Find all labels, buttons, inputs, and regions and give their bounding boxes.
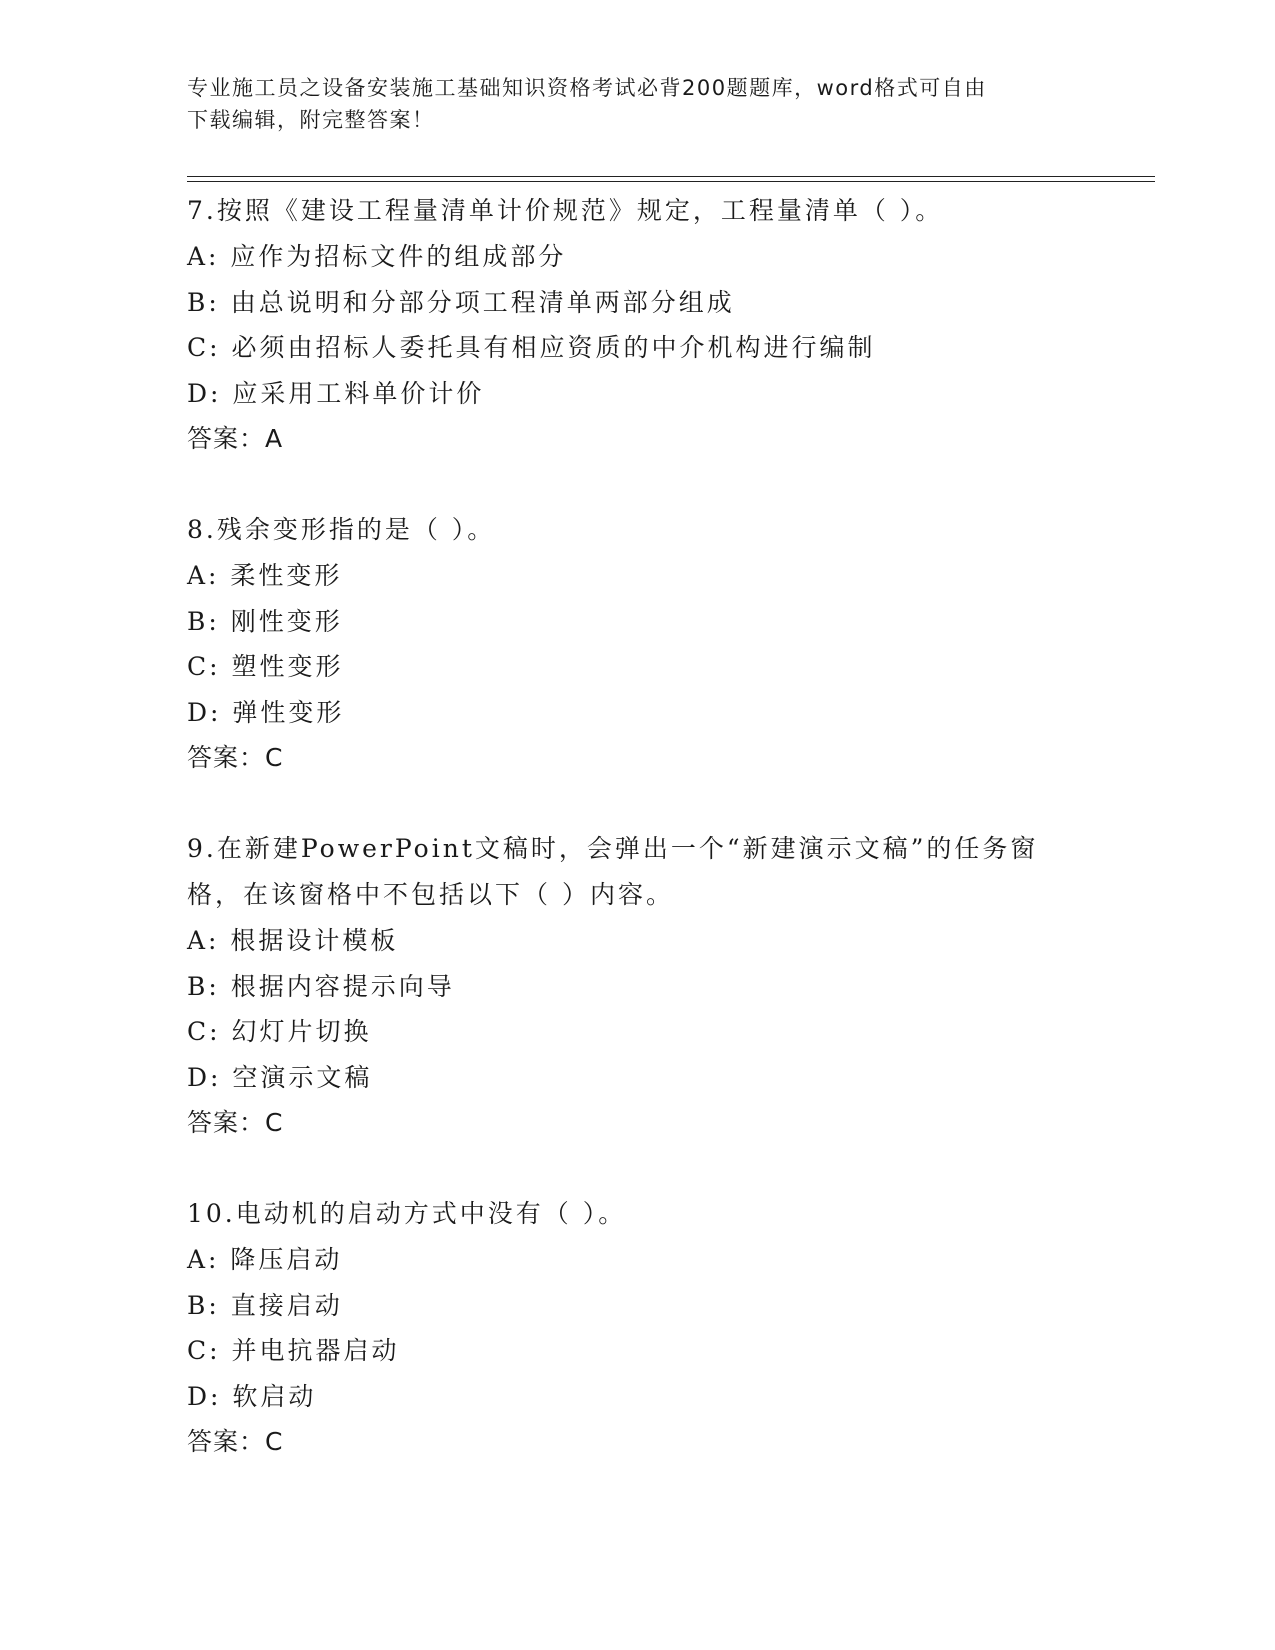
option-b: B: 刚性变形 (187, 606, 343, 636)
answer-line: 答案：A (187, 424, 284, 453)
question-8 (187, 507, 1087, 781)
question-stem: 10.电动机的启动方式中没有（ ）。 (187, 1199, 627, 1228)
option-a: A: 柔性变形 (187, 561, 343, 590)
option-d: D: 空演示文稿 (187, 1062, 373, 1092)
document-header (187, 72, 1067, 136)
question-stem-line-1: 9.在新建PowerPoint文稿时，会弹出一个“新建演示文稿”的任务窗 (187, 834, 1039, 863)
question-stem: 7.按照《建设工程量清单计价规范》规定，工程量清单（ ）。 (187, 196, 944, 225)
answer-line: 答案：C (187, 1427, 284, 1456)
option-b: B: 直接启动 (187, 1290, 343, 1320)
option-a: A: 根据设计模板 (187, 926, 399, 955)
question-stem-line-2: 格，在该窗格中不包括以下（ ）内容。 (187, 880, 674, 909)
option-d: D: 弹性变形 (187, 697, 345, 727)
option-c: C: 并电抗器启动 (187, 1336, 400, 1365)
option-c: C: 塑性变形 (187, 652, 344, 681)
option-c: C: 必须由招标人委托具有相应资质的中介机构进行编制 (187, 333, 876, 362)
option-a: A: 降压启动 (187, 1245, 343, 1274)
option-b: B: 由总说明和分部分项工程清单两部分组成 (187, 287, 735, 317)
header-line-1: 专业施工员之设备安装施工基础知识资格考试必背200题题库，word格式可自由 (187, 76, 987, 100)
question-10 (187, 1191, 1087, 1465)
header-line-2: 下载编辑，附完整答案！ (187, 108, 435, 132)
answer-line: 答案：C (187, 1108, 284, 1137)
question-stem: 8.残余变形指的是（ ）。 (187, 515, 496, 544)
answer-line: 答案：C (187, 743, 284, 772)
option-c: C: 幻灯片切换 (187, 1017, 372, 1046)
header-divider-bottom (187, 181, 1155, 182)
question-9 (187, 826, 1087, 1146)
option-a: A: 应作为招标文件的组成部分 (187, 242, 567, 271)
question-list (187, 188, 1087, 1510)
option-d: D: 软启动 (187, 1381, 317, 1411)
question-7 (187, 188, 1087, 462)
option-d: D: 应采用工料单价计价 (187, 378, 485, 408)
option-b: B: 根据内容提示向导 (187, 971, 455, 1001)
header-divider-top (187, 176, 1155, 177)
